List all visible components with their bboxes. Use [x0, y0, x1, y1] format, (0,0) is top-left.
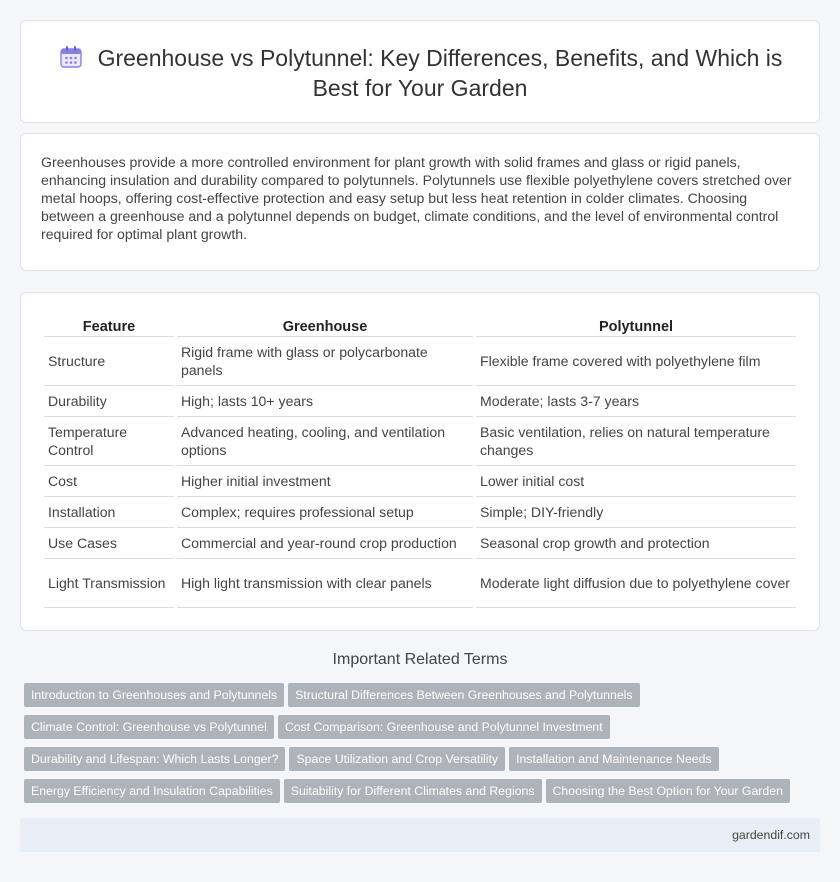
footer-site-link[interactable]: gardendif.com: [732, 828, 810, 842]
cell-polytunnel: Simple; DIY-friendly: [476, 497, 796, 528]
related-term-tag[interactable]: Structural Differences Between Greenhouses and Polytunnels: [288, 683, 639, 707]
cell-greenhouse: Commercial and year-round crop production: [177, 528, 473, 559]
related-term-tag[interactable]: Installation and Maintenance Needs: [509, 747, 719, 771]
tag-row: [24, 683, 824, 715]
cell-feature: Durability: [44, 386, 174, 417]
intro-card: [20, 133, 820, 271]
table-row: [44, 386, 796, 417]
related-terms-tags: [24, 683, 824, 811]
table-row: [44, 417, 796, 466]
header-greenhouse: Greenhouse: [177, 315, 473, 337]
table-header-row: [44, 315, 796, 337]
cell-feature: Light Transmission: [44, 559, 174, 608]
comparison-table-card: [20, 292, 820, 631]
cell-greenhouse: Higher initial investment: [177, 466, 473, 497]
comparison-table: [41, 315, 799, 608]
cell-polytunnel: Basic ventilation, relies on natural temperature changes: [476, 417, 796, 466]
cell-feature: Structure: [44, 337, 174, 386]
related-term-tag[interactable]: Climate Control: Greenhouse vs Polytunnel: [24, 715, 274, 739]
cell-polytunnel: Flexible frame covered with polyethylene film: [476, 337, 796, 386]
cell-polytunnel: Moderate; lasts 3-7 years: [476, 386, 796, 417]
cell-greenhouse: High; lasts 10+ years: [177, 386, 473, 417]
footer: [20, 818, 820, 852]
related-term-tag[interactable]: Introduction to Greenhouses and Polytunnels: [24, 683, 284, 707]
page-title-text: Greenhouse vs Polytunnel: Key Differences, Benefits, and Which is Best for Your Garden: [97, 45, 783, 101]
tag-row: [24, 779, 824, 811]
header-polytunnel: Polytunnel: [476, 315, 796, 337]
header-feature: Feature: [44, 315, 174, 337]
cell-polytunnel: Seasonal crop growth and protection: [476, 528, 796, 559]
related-terms-title: Important Related Terms: [332, 651, 508, 668]
table-row: [44, 497, 796, 528]
cell-feature: Installation: [44, 497, 174, 528]
cell-greenhouse: High light transmission with clear panels: [177, 559, 473, 608]
calendar-icon: [58, 44, 84, 70]
page-title: [41, 43, 799, 103]
table-row: [44, 466, 796, 497]
cell-polytunnel: Moderate light diffusion due to polyethylene cover: [476, 559, 796, 608]
related-term-tag[interactable]: Choosing the Best Option for Your Garden: [546, 779, 790, 803]
cell-polytunnel: Lower initial cost: [476, 466, 796, 497]
table-row: [44, 528, 796, 559]
table-row: [44, 337, 796, 386]
cell-greenhouse: Advanced heating, cooling, and ventilation options: [177, 417, 473, 466]
related-term-tag[interactable]: Cost Comparison: Greenhouse and Polytunnel Investment: [278, 715, 610, 739]
cell-greenhouse: Rigid frame with glass or polycarbonate panels: [177, 337, 473, 386]
cell-feature: Use Cases: [44, 528, 174, 559]
intro-paragraph: Greenhouses provide a more controlled environment for plant growth with solid frames and glass or rigid panels, enhancing insulation and durability compared to polytunnels. Polytunnels use flexible polyethylene covers stretched over metal hoops, offering cost-effective protection and easy setup but less heat retention in colder climates. Choosing between a greenhouse and a polytunnel depends on budget, climate conditions, and the level of environmental control required for optimal plant growth.: [41, 154, 792, 242]
cell-feature: Cost: [44, 466, 174, 497]
related-term-tag[interactable]: Suitability for Different Climates and Regions: [284, 779, 542, 803]
tag-row: [24, 747, 824, 779]
tag-row: [24, 715, 824, 747]
title-wrap: [41, 43, 799, 103]
related-term-tag[interactable]: Energy Efficiency and Insulation Capabilities: [24, 779, 280, 803]
table-row: [44, 559, 796, 608]
related-term-tag[interactable]: Durability and Lifespan: Which Lasts Longer?: [24, 747, 285, 771]
cell-feature: Temperature Control: [44, 417, 174, 466]
cell-greenhouse: Complex; requires professional setup: [177, 497, 473, 528]
related-term-tag[interactable]: Space Utilization and Crop Versatility: [289, 747, 505, 771]
header-card: [20, 20, 820, 123]
